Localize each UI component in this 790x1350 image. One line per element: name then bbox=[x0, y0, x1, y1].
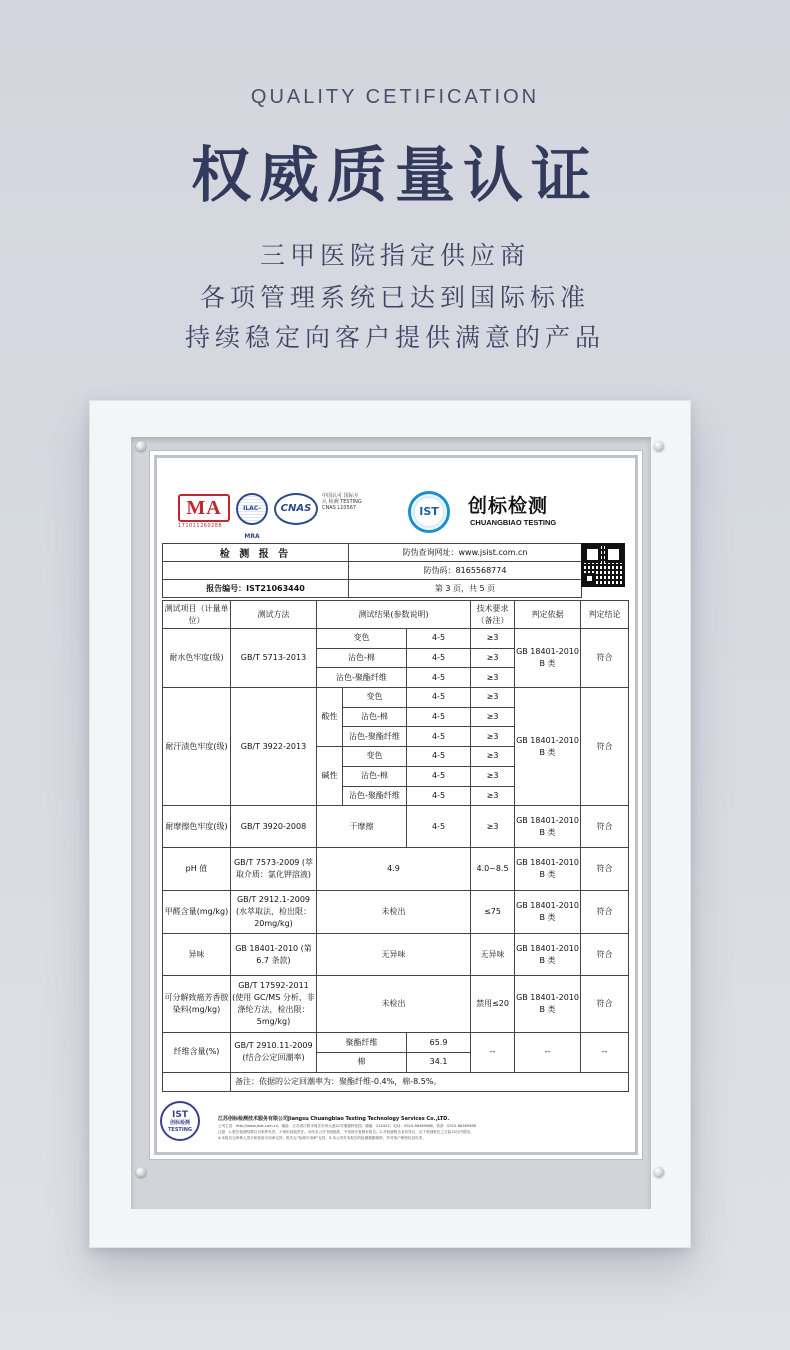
page-count: 第 3 页，共 5 页 bbox=[349, 580, 582, 598]
cma-number: 171011260288 bbox=[178, 523, 223, 529]
company-name-en: CHUANGBIAO TESTING bbox=[470, 518, 557, 527]
cell-req: ≥3 bbox=[471, 786, 515, 806]
cell-req: ≥3 bbox=[471, 648, 515, 668]
cell-value: 4-5 bbox=[407, 766, 471, 786]
cell-item: 纤维含量(%) bbox=[163, 1033, 231, 1072]
page-title: 权威质量认证 bbox=[191, 141, 599, 211]
cell-param: 沾色-棉 bbox=[317, 648, 407, 668]
cell-basis: GB 18401-2010 B 类 bbox=[515, 806, 581, 848]
certificate bbox=[149, 450, 643, 1160]
table-row bbox=[163, 1072, 629, 1092]
test-results-table bbox=[162, 600, 629, 1092]
cell-basis: GB 18401-2010 B 类 bbox=[515, 976, 581, 1033]
cnas-logo-icon: CNAS bbox=[274, 493, 318, 525]
cell-method: GB/T 3920-2008 bbox=[231, 806, 317, 848]
cell-basis: -- bbox=[515, 1033, 581, 1072]
empty-cell bbox=[163, 562, 349, 580]
header-conclusion: 判定结论 bbox=[581, 601, 629, 629]
cell-param: 沾色-聚酯纤维 bbox=[343, 786, 407, 806]
cell-value: 4-5 bbox=[407, 727, 471, 747]
cell-item: pH 值 bbox=[163, 848, 231, 891]
report-title: 检 测 报 告 bbox=[163, 544, 349, 562]
cell-conclusion: 符合 bbox=[581, 629, 629, 688]
pin-icon bbox=[136, 441, 146, 451]
cell-value: 未检出 bbox=[317, 891, 471, 934]
empty-cell bbox=[163, 1072, 231, 1092]
cell-value: 4-5 bbox=[407, 786, 471, 806]
cell-conclusion: 符合 bbox=[581, 688, 629, 806]
table-header-row bbox=[163, 601, 629, 629]
query-site-text: 防伪查询网址：www.jsist.com.cn bbox=[402, 548, 528, 557]
cell-method: GB/T 3922-2013 bbox=[231, 688, 317, 806]
cell-param: 沾色-聚酯纤维 bbox=[343, 727, 407, 747]
slogan-line-1: 三甲医院指定供应商 bbox=[259, 241, 530, 270]
anti-fake-code: 防伪码：8165568774 bbox=[349, 562, 582, 580]
table-row bbox=[163, 934, 629, 976]
header-requirement: 技术要求（备注） bbox=[471, 601, 515, 629]
cell-basis: GB 18401-2010 B 类 bbox=[515, 688, 581, 806]
ist-seal-icon bbox=[160, 1101, 200, 1141]
header-result: 测试结果(参数说明) bbox=[317, 601, 471, 629]
cell-value: 4-5 bbox=[407, 648, 471, 668]
cell-req: ≥3 bbox=[471, 806, 515, 848]
cell-value: 4-5 bbox=[407, 629, 471, 649]
cell-acid: 酸性 bbox=[317, 688, 343, 747]
seal-main-text: IST bbox=[172, 1110, 188, 1120]
cell-value: 4-5 bbox=[407, 707, 471, 727]
cell-param: 变色 bbox=[343, 747, 407, 767]
cell-alkali: 碱性 bbox=[317, 747, 343, 806]
cell-conclusion: 符合 bbox=[581, 806, 629, 848]
cell-value: 4-5 bbox=[407, 806, 471, 848]
header-method: 测试方法 bbox=[231, 601, 317, 629]
cell-param: 沾色-聚酯纤维 bbox=[317, 668, 407, 688]
footer-line-2: 注意：1.报告检测结果仅对来样负责，不承担其他责任。未经本公司书面批准，不得部分复制本报告。2.对检测报告若有异议，应于收到报告之日起15日内提出。 bbox=[218, 1130, 474, 1134]
table-row bbox=[163, 806, 629, 848]
cell-value: 34.1 bbox=[407, 1052, 471, 1072]
pin-icon bbox=[136, 1167, 146, 1177]
cell-req: ≥3 bbox=[471, 668, 515, 688]
header-item: 测试项目（计量单位） bbox=[163, 601, 231, 629]
cell-method: GB 18401-2010 (第 6.7 条款) bbox=[231, 934, 317, 976]
cell-value: 65.9 bbox=[407, 1033, 471, 1053]
cell-conclusion: 符合 bbox=[581, 848, 629, 891]
cell-method: GB/T 5713-2013 bbox=[231, 629, 317, 688]
cell-conclusion: 符合 bbox=[581, 934, 629, 976]
cell-conclusion: -- bbox=[581, 1033, 629, 1072]
slogan-line-3: 持续稳定向客户提供满意的产品 bbox=[184, 323, 605, 352]
cell-param: 聚酯纤维 bbox=[317, 1033, 407, 1053]
slogan-line-2: 各项管理系统已达到国际标准 bbox=[199, 283, 590, 312]
cell-method: GB/T 17592-2011 (使用 GC/MS 分析，非涤纶方法，检出限：5mg/kg) bbox=[231, 976, 317, 1033]
footer-line-1: 公司主页：http://www.jsist.com.cn，地址：江苏省江阴市周庄东风大道21号瑞德科技园，邮编：214423，电话：0510-86369088，传真：0510-86369388 bbox=[218, 1124, 476, 1128]
cell-param: 变色 bbox=[343, 688, 407, 708]
cell-req: ≥3 bbox=[471, 629, 515, 649]
cell-req: 禁用≤20 bbox=[471, 976, 515, 1033]
cell-req: 4.0~8.5 bbox=[471, 848, 515, 891]
cell-item: 甲醛含量(mg/kg) bbox=[163, 891, 231, 934]
certificate-logos bbox=[178, 491, 618, 540]
query-site bbox=[349, 544, 582, 562]
cell-item: 耐摩擦色牢度(级) bbox=[163, 806, 231, 848]
cell-basis: GB 18401-2010 B 类 bbox=[515, 848, 581, 891]
cell-value: 4-5 bbox=[407, 688, 471, 708]
table-row bbox=[163, 1033, 629, 1053]
table-row bbox=[163, 629, 629, 649]
table-row bbox=[163, 891, 629, 934]
table-row bbox=[163, 688, 629, 708]
cell-req: 无异味 bbox=[471, 934, 515, 976]
cell-method: GB/T 2910.11-2009 (结合公定回潮率) bbox=[231, 1033, 317, 1072]
cma-logo-icon: MA bbox=[178, 494, 230, 522]
pin-icon bbox=[654, 441, 664, 451]
qr-corner bbox=[584, 573, 595, 584]
table-row bbox=[163, 976, 629, 1033]
cell-value: 4.9 bbox=[317, 848, 471, 891]
cell-method: GB/T 7573-2009 (萃取介质：氯化钾溶液) bbox=[231, 848, 317, 891]
cell-value: 未检出 bbox=[317, 976, 471, 1033]
cell-value: 无异味 bbox=[317, 934, 471, 976]
qr-code-icon bbox=[581, 543, 625, 587]
cell-basis: GB 18401-2010 B 类 bbox=[515, 934, 581, 976]
cell-param: 干摩擦 bbox=[317, 806, 407, 848]
cell-item: 耐汗渍色牢度(级) bbox=[163, 688, 231, 806]
cnas-caption: 中国认可 国际互认 检测 TESTING CNAS L10567 bbox=[322, 493, 362, 511]
pin-icon bbox=[654, 1167, 664, 1177]
ilac-logo-icon: ILAC-MRA bbox=[236, 493, 268, 525]
cell-param: 棉 bbox=[317, 1052, 407, 1072]
cell-value: 4-5 bbox=[407, 668, 471, 688]
subtitle-english: QUALITY CETIFICATION bbox=[250, 86, 540, 108]
cell-method: GB/T 2912.1-2009 (水萃取法，检出限：20mg/kg) bbox=[231, 891, 317, 934]
seal-sub-text: 创标检测 TESTING bbox=[168, 1120, 192, 1133]
cell-param: 变色 bbox=[317, 629, 407, 649]
cell-item: 耐水色牢度(级) bbox=[163, 629, 231, 688]
cell-conclusion: 符合 bbox=[581, 976, 629, 1033]
cell-req: -- bbox=[471, 1033, 515, 1072]
ist-logo-icon: IST bbox=[408, 491, 450, 533]
footer-line-3: 4.本报告无审核人签字和检验专用章无效，报告无"检测专用章"无效。5.本公司对本报告的检测数据保密，并对客户保密信息负责。 bbox=[218, 1136, 426, 1140]
company-name-cn: 创标检测 bbox=[468, 495, 549, 517]
cell-item: 可分解致癌芳香胺染料(mg/kg) bbox=[163, 976, 231, 1033]
table-note: 备注：依据的公定回潮率为：聚酯纤维-0.4%，棉-8.5%。 bbox=[231, 1072, 629, 1092]
cell-req: ≥3 bbox=[471, 688, 515, 708]
cell-req: ≥3 bbox=[471, 707, 515, 727]
cell-basis: GB 18401-2010 B 类 bbox=[515, 629, 581, 688]
footer-company: 江苏创标检测技术服务有限公司Jiangsu Chuangbiao Testing Technology Services Co.,LTD. bbox=[218, 1116, 450, 1122]
cell-req: ≥3 bbox=[471, 727, 515, 747]
cell-conclusion: 符合 bbox=[581, 891, 629, 934]
cell-item: 异味 bbox=[163, 934, 231, 976]
cell-value: 4-5 bbox=[407, 747, 471, 767]
table-row bbox=[163, 848, 629, 891]
cell-basis: GB 18401-2010 B 类 bbox=[515, 891, 581, 934]
report-header bbox=[162, 543, 582, 598]
cell-req: ≥3 bbox=[471, 747, 515, 767]
cell-param: 沾色-棉 bbox=[343, 766, 407, 786]
cell-param: 沾色-棉 bbox=[343, 707, 407, 727]
report-number: 报告编号：IST21063440 bbox=[163, 580, 349, 598]
header-basis: 判定依据 bbox=[515, 601, 581, 629]
cell-req: ≥3 bbox=[471, 766, 515, 786]
cell-req: ≤75 bbox=[471, 891, 515, 934]
